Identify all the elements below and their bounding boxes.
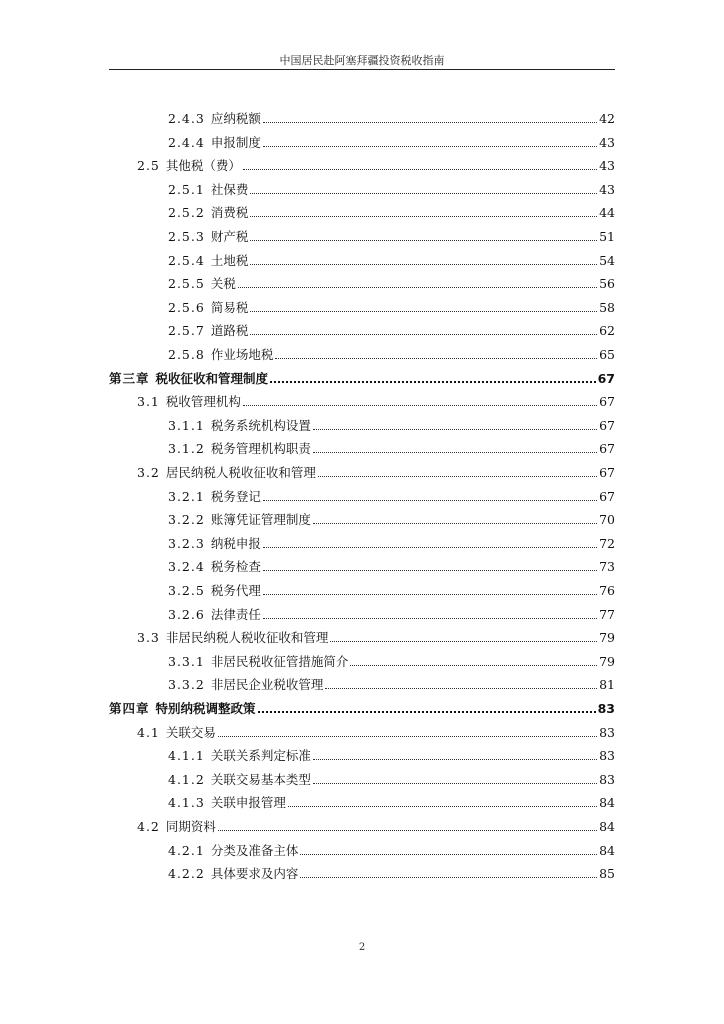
toc-dot-leader: [263, 122, 597, 123]
toc-entry[interactable]: [137, 460, 615, 480]
toc-entry-title: 其他税（费）: [165, 158, 241, 174]
toc-dot-leader: [318, 476, 597, 477]
toc-entry[interactable]: [168, 531, 615, 551]
toc-dot-leader: [250, 264, 597, 265]
toc-entry-page: 79: [599, 653, 615, 669]
toc-dot-leader: [275, 358, 597, 359]
header-title: 中国居民赴阿塞拜疆投资税收指南: [279, 54, 445, 67]
toc-entry-page: 83: [599, 771, 615, 787]
toc-entry-page: 83: [599, 724, 615, 740]
toc-entry-number: 2.5.2: [168, 205, 205, 221]
toc-entry[interactable]: [168, 271, 615, 291]
toc-entry-number: 4.1.2: [168, 771, 205, 787]
toc-entry-page: 44: [599, 205, 615, 221]
toc-entry-title: 关联交易基本类型: [210, 771, 311, 787]
toc-dot-leader: [300, 854, 597, 855]
toc-dot-leader: [270, 381, 596, 383]
toc-entry-number: 3.3: [137, 630, 160, 646]
toc-entry-page: 54: [599, 252, 615, 268]
toc-entry-title: 纳税申报: [210, 535, 261, 551]
toc-entry[interactable]: [168, 743, 615, 763]
toc-entry-title: 土地税: [210, 252, 249, 268]
header-divider: [109, 69, 615, 70]
toc-entry-number: 第三章: [109, 370, 150, 386]
toc-entry[interactable]: [168, 861, 615, 881]
toc-dot-leader: [258, 711, 596, 713]
toc-entry-page: 77: [599, 606, 615, 622]
toc-dot-leader: [288, 806, 597, 807]
page-header: [0, 52, 724, 68]
toc-entry-page: 67: [599, 394, 615, 410]
toc-entry[interactable]: [168, 248, 615, 268]
toc-entry-title: 社保费: [210, 181, 249, 197]
toc-entry[interactable]: [168, 672, 615, 692]
toc-entry-page: 83: [599, 748, 615, 764]
toc-entry-page: 43: [599, 134, 615, 150]
toc-entry-number: 3.2.5: [168, 583, 205, 598]
toc-dot-leader: [313, 759, 597, 760]
toc-entry-number: 3.2.4: [168, 559, 205, 575]
toc-entry[interactable]: [168, 177, 615, 197]
toc-dot-leader: [250, 193, 597, 194]
toc-entry-title: 简易税: [210, 299, 249, 315]
toc-entry-title: 作业场地税: [210, 347, 274, 362]
toc-dot-leader: [313, 783, 597, 784]
toc-dot-leader: [330, 641, 597, 642]
toc-entry-title: 税务系统机构设置: [210, 417, 311, 433]
toc-entry-number: 4.2: [137, 819, 160, 834]
toc-entry-page: 67: [599, 488, 615, 504]
toc-entry-page: 84: [599, 842, 615, 858]
toc-entry-title: 关联关系判定标准: [210, 748, 311, 764]
toc-dot-leader: [263, 618, 597, 619]
toc-dot-leader: [263, 570, 597, 571]
toc-entry-number: 2.5.7: [168, 323, 205, 339]
toc-entry-number: 2.5: [137, 158, 160, 174]
toc-entry-number: 3.2.3: [168, 535, 205, 551]
toc-entry-title: 非居民税收征管措施简介: [210, 653, 349, 669]
toc-entry-title: 非居民企业税收管理: [210, 677, 324, 693]
toc-entry-page: 84: [599, 819, 615, 834]
toc-entry[interactable]: [168, 484, 615, 504]
toc-entry-page: 67: [599, 417, 615, 433]
toc-entry-number: 2.5.3: [168, 229, 205, 244]
toc-entry[interactable]: [168, 224, 615, 244]
toc-entry[interactable]: [168, 649, 615, 669]
toc-entry-page: 73: [599, 559, 615, 575]
toc-entry-title: 具体要求及内容: [210, 866, 299, 882]
toc-entry[interactable]: [168, 413, 615, 433]
toc-entry-title: 申报制度: [210, 134, 261, 150]
toc-dot-leader: [325, 688, 597, 689]
toc-entry-number: 3.3.1: [168, 653, 205, 669]
page-footer: [0, 942, 724, 953]
toc-entry-title: 税收征收和管理制度: [155, 370, 269, 386]
toc-entry-number: 2.5.1: [168, 181, 205, 197]
toc-entry-page: 84: [599, 795, 615, 811]
toc-entry[interactable]: [168, 790, 615, 810]
toc-entry-page: 43: [599, 181, 615, 197]
toc-entry[interactable]: [168, 436, 615, 456]
toc-entry[interactable]: [168, 578, 615, 598]
toc-entry-page: 76: [599, 583, 615, 598]
toc-entry-page: 65: [599, 347, 615, 362]
toc-entry-number: 4.2.2: [168, 866, 205, 882]
toc-entry-title: 分类及准备主体: [210, 842, 299, 858]
toc-entry-number: 3.1.1: [168, 417, 205, 433]
toc-entry-number: 2.5.8: [168, 347, 205, 362]
toc-entry[interactable]: [137, 625, 615, 645]
toc-entry-title: 税务代理: [210, 583, 261, 598]
toc-entry-number: 2.5.6: [168, 299, 205, 315]
toc-entry-number: 4.2.1: [168, 842, 205, 858]
toc-entry[interactable]: [168, 767, 615, 787]
toc-entry-page: 67: [597, 370, 615, 386]
toc-entry-title: 非居民纳税人税收征收和管理: [165, 630, 329, 646]
toc-entry[interactable]: [168, 318, 615, 338]
toc-dot-leader: [250, 311, 597, 312]
toc-entry[interactable]: [168, 295, 615, 315]
toc-entry-number: 4.1.3: [168, 795, 205, 811]
toc-dot-leader: [313, 452, 597, 453]
toc-entry-number: 3.2.6: [168, 606, 205, 622]
toc-entry-number: 2.4.4: [168, 134, 205, 150]
toc-entry-title: 账簿凭证管理制度: [210, 512, 311, 528]
toc-entry-title: 税务登记: [210, 488, 261, 504]
toc-entry-number: 3.2: [137, 465, 160, 480]
toc-dot-leader: [243, 169, 597, 170]
toc-dot-leader: [350, 665, 597, 666]
toc-entry[interactable]: [168, 602, 615, 622]
toc-dot-leader: [238, 287, 597, 288]
toc-entry-title: 应纳税额: [210, 111, 261, 126]
toc-entry[interactable]: [168, 106, 615, 126]
toc-entry-page: 58: [599, 299, 615, 315]
toc-entry-number: 3.2.2: [168, 512, 205, 528]
toc-entry[interactable]: [168, 554, 615, 574]
toc-entry-number: 2.5.4: [168, 252, 205, 268]
toc-entry-page: 56: [599, 276, 615, 292]
toc-entry-page: 85: [599, 866, 615, 882]
toc-dot-leader: [250, 216, 597, 217]
toc-entry[interactable]: [168, 838, 615, 858]
toc-entry-page: 43: [599, 158, 615, 174]
toc-entry[interactable]: [168, 200, 615, 220]
toc-dot-leader: [313, 429, 597, 430]
toc-dot-leader: [263, 500, 597, 501]
toc-entry-title: 关税: [210, 276, 236, 292]
toc-entry-title: 财产税: [210, 229, 249, 244]
toc-entry-page: 62: [599, 323, 615, 339]
toc-dot-leader: [218, 830, 597, 831]
toc-entry-title: 税务管理机构职责: [210, 441, 311, 457]
toc-entry-page: 70: [599, 512, 615, 528]
toc-entry-title: 关联交易: [165, 724, 216, 740]
toc-dot-leader: [243, 405, 597, 406]
toc-entry-page: 83: [597, 701, 615, 716]
toc-entry[interactable]: [137, 720, 615, 740]
toc-dot-leader: [263, 594, 597, 595]
toc-entry[interactable]: [137, 389, 615, 409]
toc-entry[interactable]: [168, 342, 615, 362]
toc-dot-leader: [313, 523, 597, 524]
toc-entry[interactable]: [168, 130, 615, 150]
toc-entry-number: 第四章: [109, 701, 150, 716]
toc-entry-number: 3.3.2: [168, 677, 205, 693]
toc-entry-page: 67: [599, 465, 615, 480]
page-number: 2: [358, 942, 366, 953]
toc-dot-leader: [263, 547, 597, 548]
toc-chapter-entry[interactable]: [109, 696, 615, 716]
toc-entry-page: 51: [599, 229, 615, 244]
toc-entry-page: 79: [599, 630, 615, 646]
toc-entry-number: 3.1.2: [168, 441, 205, 457]
toc-entry[interactable]: [168, 507, 615, 527]
toc-entry-number: 2.4.3: [168, 111, 205, 126]
toc-entry-title: 居民纳税人税收征收和管理: [165, 465, 316, 480]
toc-entry-page: 72: [599, 535, 615, 551]
toc-entry-page: 42: [599, 111, 615, 126]
toc-entry-number: 4.1.1: [168, 748, 205, 764]
toc-entry-title: 道路税: [210, 323, 249, 339]
toc-dot-leader: [250, 334, 597, 335]
toc-entry-page: 81: [599, 677, 615, 693]
toc-entry-number: 3.1: [137, 394, 160, 410]
toc-entry-title: 特别纳税调整政策: [155, 701, 256, 716]
toc-dot-leader: [300, 877, 597, 878]
toc-entry-title: 关联申报管理: [210, 795, 286, 811]
toc-entry-number: 3.2.1: [168, 488, 205, 504]
toc-entry-title: 税收管理机构: [165, 394, 241, 410]
toc-entry-number: 4.1: [137, 724, 160, 740]
toc-chapter-entry[interactable]: [109, 366, 615, 386]
toc-dot-leader: [263, 146, 597, 147]
toc-entry-title: 法律责任: [210, 606, 261, 622]
toc-entry[interactable]: [137, 814, 615, 834]
toc-entry-title: 税务检查: [210, 559, 261, 575]
toc-dot-leader: [250, 240, 597, 241]
toc-entry[interactable]: [137, 153, 615, 173]
toc-entry-title: 消费税: [210, 205, 249, 221]
toc-entry-page: 67: [599, 441, 615, 457]
toc-dot-leader: [218, 736, 597, 737]
toc-entry-title: 同期资料: [165, 819, 216, 834]
toc-entry-number: 2.5.5: [168, 276, 205, 292]
